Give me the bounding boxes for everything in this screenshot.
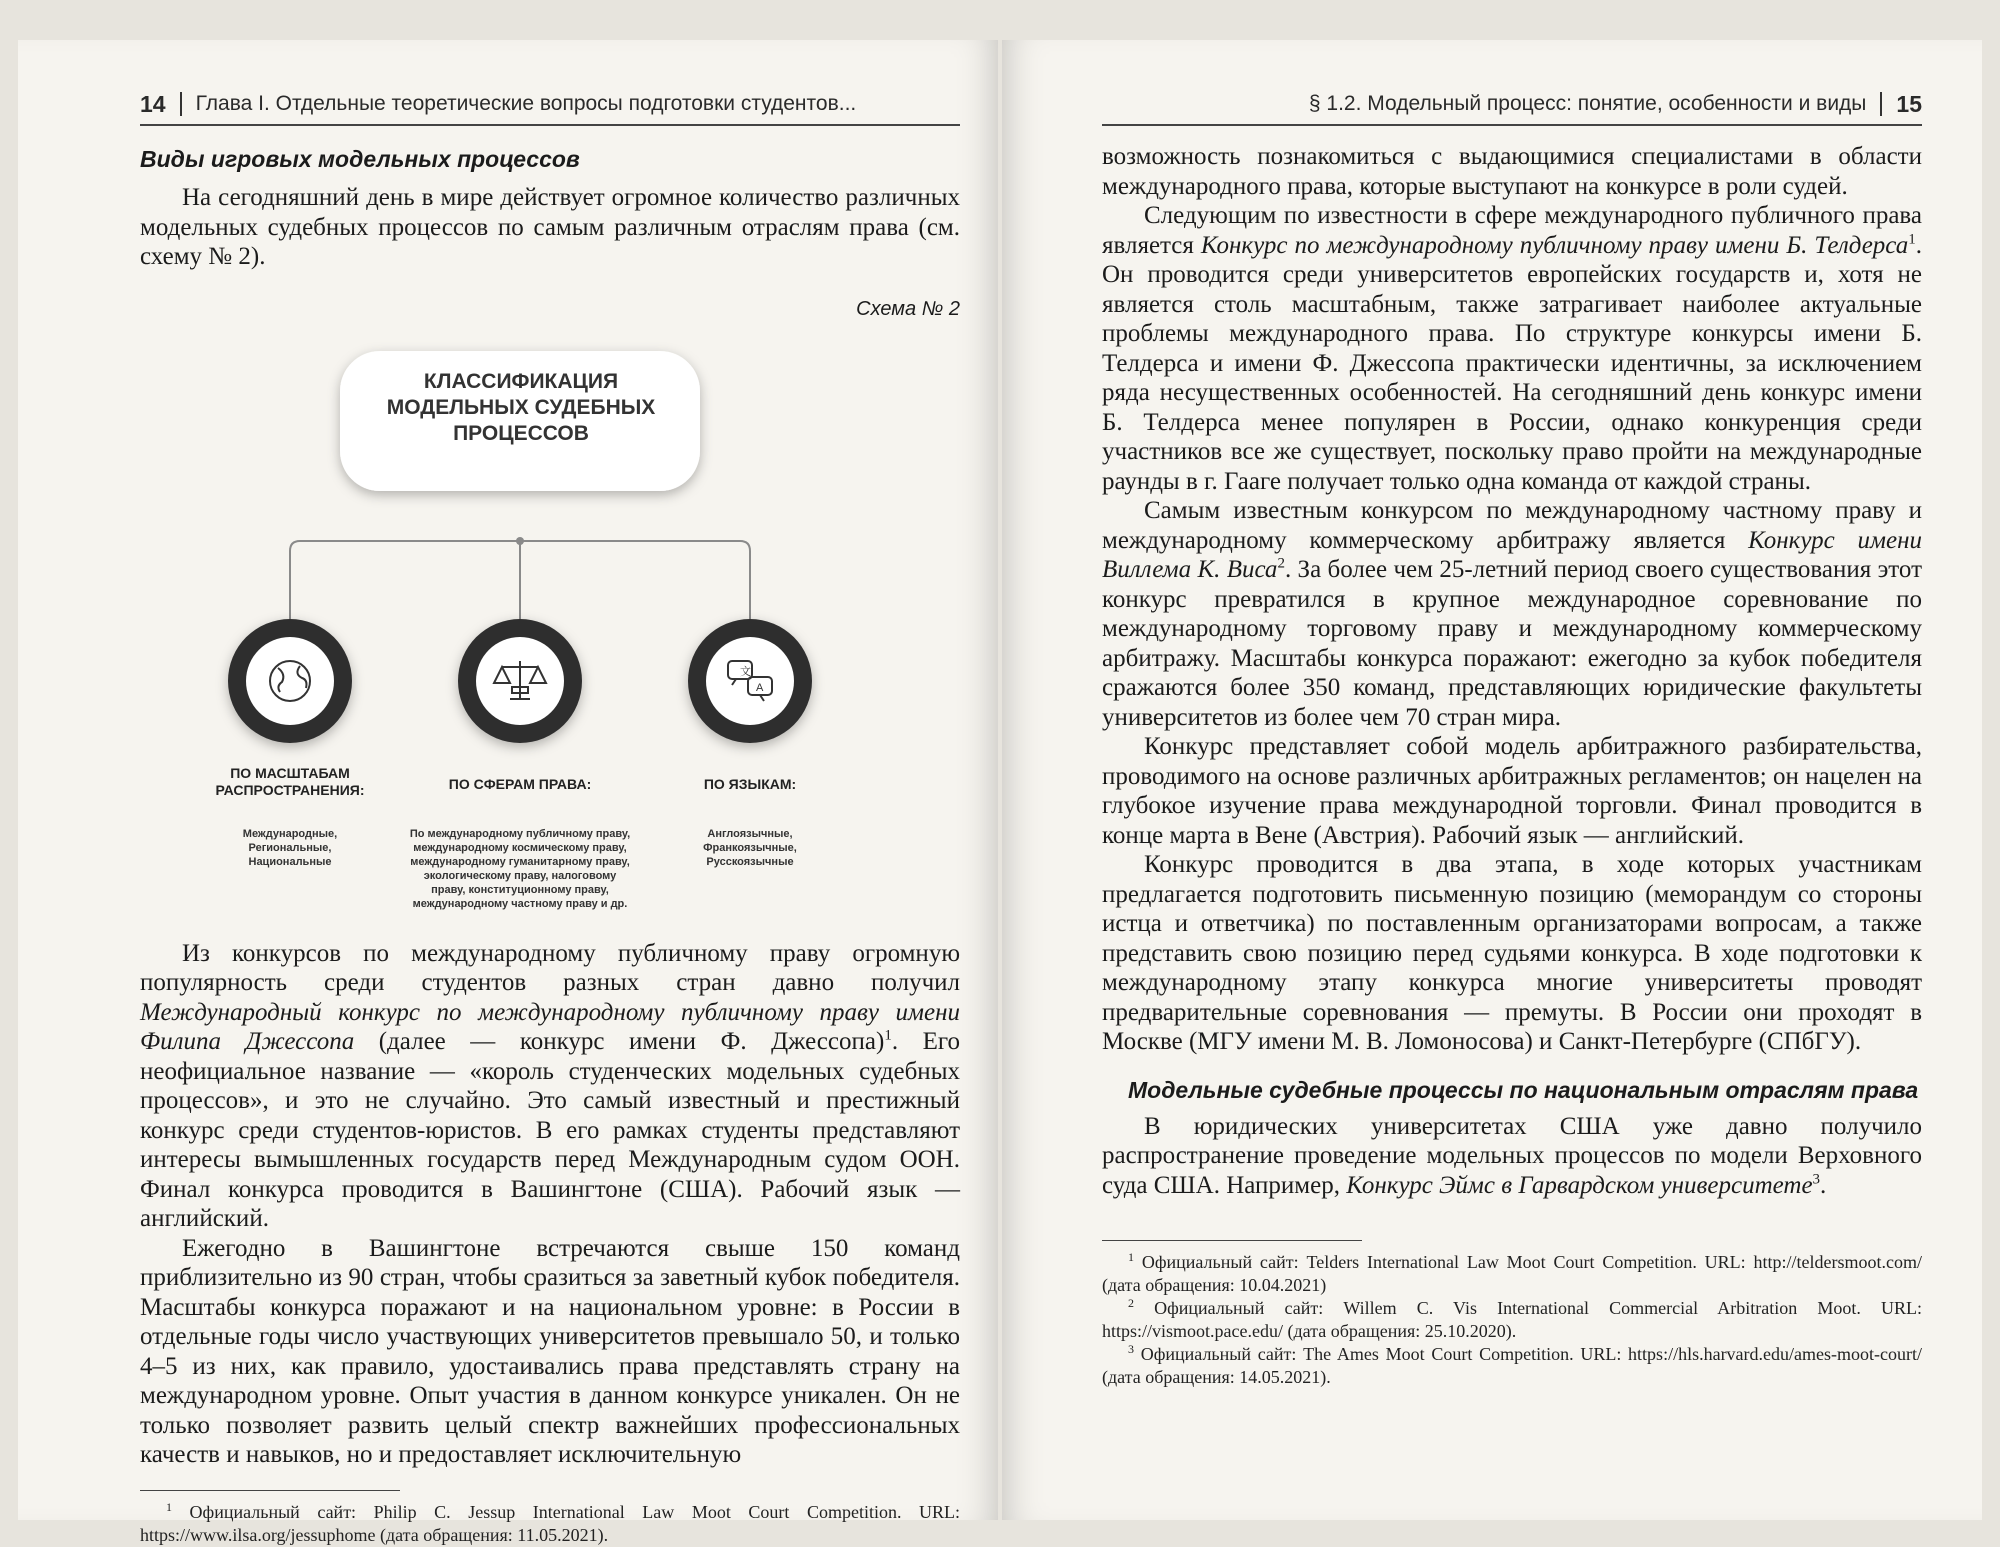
chapter-title: Глава I. Отдельные теоретические вопросы подготовки студентов... <box>195 92 857 115</box>
right-text-column <box>1102 132 1922 1389</box>
left-page <box>18 40 998 1545</box>
category-items-scale: Международные, Региональные, Национальные <box>242 827 338 868</box>
footnote-number: 1 <box>1128 1250 1134 1264</box>
footnote-number: 1 <box>166 1499 172 1514</box>
jessup-text-c: . Его неофициальное название — «король студенческих модельных судебных процессов», и это не случайно. Это самый известный и престижный конкурс среди студентов-юристов. В его рамках студенты представляют интересы вымышленных государств перед Международным судом ООН. Финал конкурса проводится в Вашингтоне (США). Рабочий язык — английский. <box>140 1028 960 1232</box>
classification-diagram <box>140 331 960 841</box>
footnote-2-right <box>1102 1297 1922 1343</box>
left-text-column <box>140 132 960 1547</box>
left-running-head <box>140 84 960 126</box>
telders-name: Конкурс по международному публичному праву имени Б. Телдерса <box>1200 231 1909 259</box>
svg-text:文: 文 <box>740 665 751 678</box>
washington-paragraph: Ежегодно в Вашингтоне встречаются свыше 150 команд приблизительно из 90 стран, чтобы сразиться за заветный кубок победителя. Масштабы конкурса поражают и на национальном уровне: в России в отдельные годы число участвующих университетов превышало 50, и только 4–5 из них, как правило, удостаивались права представлять страну на международном уровне. Опыт участия в данном конкурсе уникален. Он не только позволяет развить целый спектр важнейших профессиональных качеств и навыков, но и предоставляет исключительную <box>140 1234 960 1468</box>
arbitration-paragraph: Конкурс представляет собой модель арбитражного разбирательства, проводимого на основе различных арбитражных регламентов; он нацелен на глубокое изучение права международной торговли. Финал проводится в конце марта в Вене (Австрия). Рабочий язык — английский. <box>1102 733 1922 849</box>
telders-paragraph <box>1102 201 1922 496</box>
footnote-ref: 3 <box>1812 1171 1821 1188</box>
telders-text-a: Следующим по известности в сфере международного публичного права является <box>1102 202 1922 259</box>
footnote-text: Официальный сайт: The Ames Moot Court Competition. URL: https://hls.harvard.edu/ames-moot-court/ (дата обращения: 14.05.2021). <box>1102 1344 1922 1387</box>
ames-name: Конкурс Эймс в Гарвардском университете <box>1346 1171 1813 1199</box>
section-title-national: Модельные судебные процессы по национальным отраслям права <box>1128 1076 1919 1103</box>
usa-text-a: В юридических университетах США уже давно получило распространение проведение модельных процессов по модели Верховного суда США. Например, <box>1102 1112 1922 1199</box>
section-heading: § 1.2. Модельный процесс: понятие, особенности и виды <box>1308 92 1867 115</box>
stages-paragraph: Конкурс проводится в два этапа, в ходе которых участникам предлагается подготовить письменную позицию (меморандум со стороны истца и ответчика) по поставленным организаторами вопросам, а также представить свою позицию перед судьями конкурса. В ходе подготовки к международному этапу конкурса многие университеты проводят предварительные соревнования — премуты. В России они проходят в Москве (МГУ имени М. В. Ломоносова) и Санкт-Петербурге (СПбГУ). <box>1102 851 1922 1055</box>
continued-paragraph: возможность познакомиться с выдающимися специалистами в области международного права, которые выступают на конкурсе в роли судей. <box>1102 143 1922 200</box>
svg-text:A: A <box>756 681 764 694</box>
connector-lines <box>290 541 750 626</box>
footnote-text: Официальный сайт: Telders International Law Moot Court Competition. URL: http://teldersmoot.com/ (дата обращения: 10.04.2021) <box>1102 1252 1922 1295</box>
vis-name: Конкурс имени Виллема К. Виса <box>1102 526 1922 583</box>
footnote-ref: 2 <box>1277 555 1285 572</box>
footnote-1-right <box>1102 1251 1922 1297</box>
jessup-text-b: (далее — конкурс имени Ф. Джессопа) <box>354 1028 885 1055</box>
page-number-left: 14 <box>140 90 166 117</box>
head-separator <box>1880 92 1882 116</box>
diagram-category-items <box>140 827 960 923</box>
footnote-ref: 1 <box>884 1027 892 1044</box>
translate-icon <box>688 619 812 743</box>
right-page <box>1002 40 1982 1520</box>
vis-text-a: Самым известным конкурсом по международному частному праву и международному коммерческому арбитражу является <box>1102 497 1922 554</box>
vis-paragraph <box>1102 496 1922 732</box>
footnote-divider <box>1102 1240 1362 1241</box>
head-separator <box>180 92 182 116</box>
footnote-ref: 1 <box>1908 231 1916 248</box>
section-title-games: Виды игровых модельных процессов <box>140 146 580 172</box>
category-heading-scale: ПО МАСШТАБАМ РАСПРОСТРАНЕНИЯ: <box>215 764 365 798</box>
footnote-text: Официальный сайт: Willem C. Vis International Commercial Arbitration Moot. URL: https://vismoot.pace.edu/ (дата обращения: 25.10.2020). <box>1102 1298 1922 1341</box>
intro-paragraph: На сегодняшний день в мире действует огромное количество различных модельных судебных процессов по самым различным отраслям права (см. схему № 2). <box>140 184 960 270</box>
usa-text-b: . <box>1820 1171 1827 1199</box>
footnote-1-left <box>140 1501 960 1547</box>
category-items-language: Англоязычные, Франкоязычные, Русскоязычные <box>703 827 797 868</box>
jessup-name: Международный конкурс по международному публичному праву имени Филипа Джессопа <box>140 998 960 1055</box>
footnote-text: Официальный сайт: Philip C. Jessup International Law Moot Court Competition. URL: https://www.ilsa.org/jessuphome (дата обращения: 11.05.2021). <box>140 1501 960 1545</box>
category-heading-language: ПО ЯЗЫКАМ: <box>703 775 797 792</box>
footnote-number: 2 <box>1128 1296 1134 1310</box>
category-heading-law: ПО СФЕРАМ ПРАВА: <box>448 775 592 792</box>
category-items-law: По международному публичному праву, международному космическому праву, международному гуманитарному праву, экологическому праву, налоговому праву, конституционному праву, международному частному праву и др. <box>409 827 631 910</box>
diagram-title: КЛАССИФИКАЦИЯ МОДЕЛЬНЫХ СУДЕБНЫХ ПРОЦЕССОВ <box>386 369 656 445</box>
globe-icon <box>228 619 352 743</box>
vis-text-b: . За более чем 25-летний период своего существования этот конкурс превратился в крупное международное соревнование по международному торговому праву и международному коммерческому арбитражу. Масштабы конкурса поражают: ежегодно за кубок победителя сражаются более 350 команд, представляющих юридические факультеты университетов из более чем 70 стран мира. <box>1102 556 1922 731</box>
right-running-head <box>1102 84 1922 126</box>
telders-text-b: . Он проводится среди университетов европейских государств и, хотя не является столь масштабным, также затрагивает наиболее актуальные проблемы международного права. По структуре конкурсы имени Б. Телдерса и имени Ф. Джессопа практически идентичны, за исключением ряда несущественных особенностей. На сегодняшний день конкурс имени Б. Телдерса менее популярен в России, однако конкуренция среди участников все же существует, поскольку право пройти на международные раунды в г. Гааге получает только одна команда от каждой страны. <box>1102 231 1923 495</box>
footnote-3-right <box>1102 1343 1922 1389</box>
jessup-text-a: Из конкурсов по международному публичному праву огромную популярность среди студентов разных стран давно получил <box>140 939 960 996</box>
page-number-right: 15 <box>1896 90 1922 117</box>
usa-paragraph <box>1102 1112 1922 1201</box>
footnote-divider <box>140 1490 400 1491</box>
footnote-number: 3 <box>1128 1342 1134 1356</box>
scheme-label: Схема № 2 <box>856 297 960 320</box>
jessup-paragraph <box>140 939 960 1234</box>
